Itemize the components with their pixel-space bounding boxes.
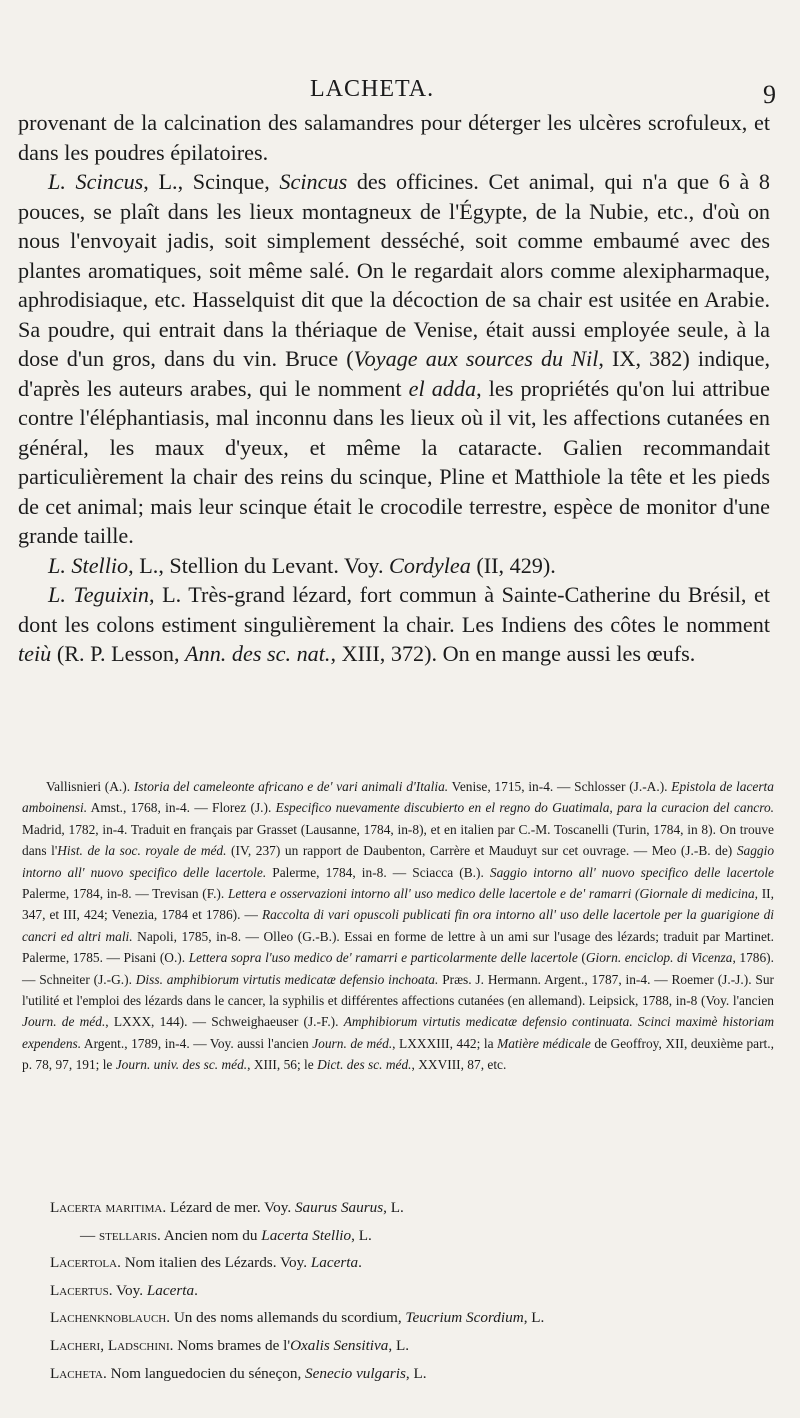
bibliography [22, 776, 774, 1076]
glossary-entry: Lachenknoblauch. Un des noms allemands du scordium, Teucrium Scordium, L. [50, 1309, 545, 1327]
page-number: 9 [763, 80, 776, 109]
glossary-entry: Lacheta. Nom languedocien du séneçon, Senecio vulgaris, L. [50, 1364, 427, 1382]
work-title: Voyage aux sources du Nil [353, 346, 599, 371]
entry-name: L. Teguixin [48, 582, 150, 607]
glossary-entries [50, 1194, 776, 1387]
entry-name: L. Stellio [48, 552, 129, 578]
glossary-entry: Lacertola. Nom italien des Lézards. Voy. Lacerta. [50, 1254, 362, 1272]
glossary-entry: — stellaris. Ancien nom du Lacerta Stellio, L. [80, 1226, 372, 1244]
main-text [18, 108, 770, 669]
page-header [0, 76, 800, 109]
bibliography-paragraph: Vallisnieri (A.). Istoria del cameleonte africano e de' vari animali d'Italia. Venise, 1715, in-4. — Schlosser (J.-A.). Epistola de lacerta amboinensi. Amst., 1768, in-4. — Florez (J.). Especifico nuevamente discubierto en el regno do Guatimala, para la curacion del cancro. Madrid, 1782, in-4. Traduit en français par Grasset (Lausanne, 1784, in-8), et en italien par C.-M. Toscanelli (Turin, 1784, in 8). On trouve dans l'Hist. de la soc. royale de méd. (IV, 237) un rapport de Daubenton, Carrère et Mauduyt sur cet ouvrage. — Meo (J.-B. de) Saggio intorno all' nuovo specifico delle lacertole. Palerme, 1784, in-8. — Sciacca (B.). Saggio intorno all' nuovo specifico delle lacertole Palerme, 1784, in-8. — Trevisan (F.). Lettera e osservazioni intorno all' uso medico delle lacertole e de' ramarri (Giornale di medicina, II, 347, et III, 424; Venezia, 1784 et 1786). — Raccolta di vari opuscoli publicati fin ora intorno all' uso delle lacertole per la guarigione di cancri ed altri mali. Napoli, 1785, in-8. — Olleo (G.-B.). Essai en forme de lettre à un ami sur l'usage des lézards; traduit par Martinet. Palerme, 1785. — Pisani (O.). Lettera sopra l'uso medico de' ramarri e particolarmente delle lacertole (Giorn. enciclop. di Vicenza, 1786). — Schneiter (J.-G.). Diss. amphibiorum virtutis medicatæ defensio inchoata. Præs. J. Hermann. Argent., 1787, in-4. — Roemer (J.-J.). Sur l'utilité et l'emploi des lézards dans le cancer, la syphilis et différentes affections cutanées (en allemand). Leipsick, 1788, in-8 (Voy. l'ancien Journ. de méd., LXXX, 144). — Schweighaeuser (J.-F.). Amphibiorum virtutis medicatæ defensio continuata. Scinci maximè historiam expendens. Argent., 1789, in-4. — Voy. aussi l'ancien Journ. de méd., LXXXIII, 442; la Matière médicale de Geoffroy, XII, deuxième part., p. 78, 97, 191; le Journ. univ. des sc. méd., XIII, 56; le Dict. des sc. méd., XXVIII, 87, etc. [22, 779, 775, 1073]
entry-name: L. Scincus [48, 169, 144, 194]
glossary-entry: Lacheri, Ladschini. Noms brames de l'Oxalis Sensitiva, L. [50, 1336, 410, 1354]
entry-scincus: L. Scincus, L., Scinque, Scincus des officines. Cet animal, qui n'a que 6 à 8 pouces, se plaît dans les lieux montagneux de l'Égypte, de la Nubie, etc., d'où on nous l'envoyait jadis, soit simplement desséché, soit comme embaumé avec des plantes aromatiques, soit même salé. On le regardait alors comme alexipharmaque, aphrodisiaque, etc. Hasselquist dit que la décoction de sa chair est usitée en Arabie. Sa poudre, qui entrait dans la thériaque de Venise, était aussi employée seule, à la dose d'un gros, dans du vin. Bruce (Voyage aux sources du Nil, IX, 382) indique, d'après les auteurs arabes, qui le nomment el adda, les propriétés qu'on lui attribue contre l'éléphantiasis, mal inconnu dans les lieux où il vit, les affections cutanées en général, les maux d'yeux, et même la cataracte. Galien recommandait particulièrement la chair des reins du scinque, Pline et Matthiole la tête et les pieds de cet animal; mais leur scinque était le crocodile terrestre, espèce de monitor d'une grande taille. [18, 169, 770, 548]
entry-stellio: L. Stellio, L., Stellion du Levant. Voy. Cordylea (II, 429). [48, 552, 556, 578]
running-head: LACHETA. [310, 76, 435, 102]
glossary-entry: Lacertus. Voy. Lacerta. [50, 1281, 198, 1299]
entry-teguixin: L. Teguixin, L. Très-grand lézard, fort commun à Sainte-Catherine du Brésil, et dont les colons estiment singulièrement la chair. Les Indiens des côtes le nomment teiù (R. P. Lesson, Ann. des sc. nat., XIII, 372). On en mange aussi les œufs. [18, 582, 771, 666]
glossary-entry: Lacerta maritima. Lézard de mer. Voy. Saurus Saurus, L. [50, 1199, 404, 1216]
paragraph-continuation: provenant de la calcination des salamandres pour déterger les ulcères scrofuleux, et dans les poudres épilatoires. [18, 110, 770, 165]
